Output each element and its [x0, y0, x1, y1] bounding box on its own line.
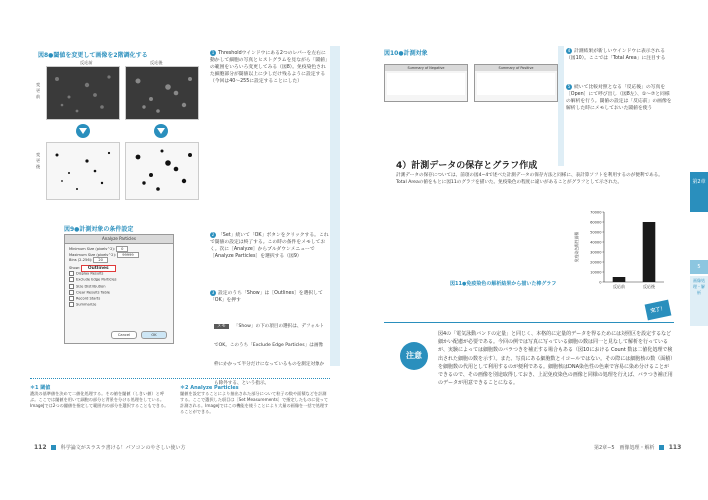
y-tick-label: 20000: [590, 260, 602, 265]
checkbox-icon[interactable]: [69, 296, 74, 301]
step-5-text: 続いて比較対照となる「反応後」の写真を［Open］にて呼び出し（図8左）、①〜⑦と同様の解析を行う。閾値の設定は「反応前」の画像を解析した時にメモしておいた閾値を使う: [566, 85, 672, 111]
step-3-text: 設定のうち「Show」は［Outlines］を選択して「OK」を押す: [210, 291, 323, 303]
blue-gutter: [558, 46, 564, 166]
note-2-title: ＊2 Analyze Particles: [180, 385, 239, 391]
step-1-text: Thresholdウインドウにある2つのレバーを左右に動かして細胞の写真とヒストグラムを見ながら「閾値」の範囲をいろいろ変更してみる（図8）。免疫染色された細胞部分が閾値以上に少しだけ残るように設定する（今回は40〜255に設定することにした）: [210, 51, 330, 84]
note-2-text: 閾値を設定することにより抽出された部分について粒子の数や面積などを計測する。ここで選択した項目は［Set Measurements］で指定したものに従って計測される。ImageJではこの機能を使うことにより大量の画像を一括で処理することができる。: [180, 391, 329, 414]
cells-texture: [47, 67, 119, 119]
bar-chart: [572, 206, 668, 296]
memo-text: 「Show」の下の項目の選択は、デフォルトでOK。このうち「Exclude Edge Particles」は画像枠にかかって半分だけになっているものを測定対象から除外する、という指示。: [214, 324, 325, 386]
cancel-button[interactable]: Cancel: [111, 331, 137, 339]
micrograph-after: [125, 66, 199, 120]
results-table: [387, 73, 465, 95]
section-body: 計測データの保存については、前項の図4−4で述べた計測データの保存方法と同様に、表計算ソフトを利用するのが便利である。Total Areaの値をもとに図11のグラフを描いた。免疫染色の程度に違いがあることがグラフとして示された。: [396, 173, 663, 186]
checkbox-icon[interactable]: [69, 302, 74, 307]
y-tick-label: 10000: [590, 270, 602, 275]
step-5: [566, 84, 674, 112]
step-4: [566, 48, 674, 62]
y-tick-label: 60000: [590, 220, 602, 225]
binary-before: [46, 142, 120, 200]
fig9-caption: 図9●計測対象の条件設定: [64, 226, 134, 233]
note-1-text: 濃淡の基準値を決めて二値化処理する。その値を閾値（しきい値）と呼ぶ。ここでは閾値を用いて細胞の部分と背景を分ける処理をしている。ImageJでは2つの閾値を指定して範囲内の部分を選択することもできる。: [30, 391, 169, 408]
step-2-text: 「Set」続いて「OK」ボタンをクリックする。これで閾値の設定は終了する。この時の条件をメモしておく。次に［Analyze］からプルダウンメニューで［Analyze Particles］を選択する（図9）: [210, 233, 329, 259]
blue-gutter: [330, 46, 340, 366]
footer-text: 科学論文がスラスラ書ける！パソコンのやさしい使い方: [60, 445, 186, 451]
summary-window-negative: [384, 64, 468, 102]
bar: [613, 277, 626, 282]
show-select[interactable]: Outlines: [81, 265, 116, 272]
window-title: Summary of Negative: [385, 65, 467, 71]
memo-box: [214, 312, 326, 388]
bins-input[interactable]: 20: [93, 257, 108, 263]
left-footer: [34, 444, 185, 451]
field-row: [69, 258, 169, 264]
results-table: [477, 73, 555, 95]
fig8-caption: 図8●閾値を変更して画像を2階調化する: [38, 52, 148, 59]
summary-window-positive: [474, 64, 558, 102]
side-tab-chapter: [690, 172, 708, 212]
y-tick-label: 70000: [590, 210, 602, 215]
step-1: [210, 50, 330, 85]
y-tick-label: 50000: [590, 230, 602, 235]
analyze-particles-dialog: [64, 234, 174, 344]
note-1-title: ＊1 閾値: [30, 385, 51, 391]
max-size-input[interactable]: 99999: [117, 252, 138, 258]
cells-texture: [126, 67, 198, 119]
checkbox-label: Record Starts: [76, 296, 101, 301]
footer-square-icon: [51, 445, 56, 450]
page-number: 113: [668, 444, 682, 451]
step-number-icon: 3: [211, 290, 215, 295]
footer-text: 第2章−5 画像処理・解析: [594, 445, 655, 451]
checkbox-label: Size Distribution: [76, 284, 106, 289]
done-badge: 完了！: [645, 300, 672, 321]
step-number-icon: 1: [211, 50, 215, 55]
binary-after: [125, 142, 199, 200]
chart-svg: [572, 206, 668, 296]
step-4-text: 計測結果が新しいウインドウに表示される（図10）。ここでは「Total Area」に注目する: [566, 49, 666, 61]
y-tick-label: 40000: [590, 240, 602, 245]
fig11-caption: 図11●免疫染色の解析結果から描いた棒グラフ: [450, 281, 557, 287]
binary-spots: [47, 143, 119, 199]
y-tick-label: 30000: [590, 250, 602, 255]
y-tick-label: 0: [599, 280, 602, 285]
checkbox-label: Clear Results Table: [76, 290, 110, 295]
checkbox-icon[interactable]: [69, 290, 74, 295]
checkbox-label: Summarize: [76, 302, 97, 307]
page-number: 112: [34, 444, 47, 451]
field-label: Maximum Size (pixels^2):: [69, 252, 117, 257]
checkbox-icon[interactable]: [69, 284, 74, 289]
checkbox-label: Exclude Edge Particles: [76, 277, 117, 282]
caution-text: 図4の「電気泳動バンドの定量」と同じく、本格的に定量的データを得るためには対照区を設定するなど細かい配慮が必要である。今回の例では写真に写っている細胞の数は同一と見なして解析を行っているが、実験によっては細胞数のバラつきを補正する場合もある（図10における Count 数は二値化処理で検出された細胞の数を示す）。また、写真にある細胞数とイコールではない。その際には細胞核の数（面積）を細胞数の代用として利用するのが便利である。細胞核はDNA染色性の色素で容易に染め分けることができるので、その画像を別途取得しておき、上記免疫染色の画像と同様の処理を行えば、バラつき補正用のデータが用意できることになる。: [438, 331, 673, 387]
window-title: Summary of Positive: [475, 65, 557, 71]
step-number-icon: 5: [567, 84, 571, 89]
divider: [30, 378, 330, 380]
checkbox-icon[interactable]: [69, 277, 74, 282]
row-bottom-label: 変更後: [36, 152, 41, 169]
y-axis-label: 免疫染色陽性面積: [574, 231, 579, 263]
field-label: Minimum Size (pixels^2):: [69, 247, 116, 251]
checkbox-label: Display Results: [76, 271, 104, 276]
down-arrow-icon: [76, 124, 90, 138]
right-footer: [594, 444, 681, 451]
dialog-title: Analyze Particles: [65, 235, 173, 244]
footer-square-icon: [659, 445, 664, 450]
min-size-input[interactable]: 0: [116, 246, 128, 252]
checkbox-item[interactable]: [69, 302, 169, 308]
step-number-icon: 4: [567, 48, 571, 53]
show-label: Show:: [69, 265, 80, 270]
bar: [643, 222, 656, 282]
divider: [384, 322, 674, 323]
ok-button[interactable]: OK: [141, 331, 167, 339]
fig10-caption: 図10●計測対象: [384, 50, 428, 57]
step-number-icon: 2: [211, 232, 215, 237]
step-3: [210, 290, 330, 304]
field-label: Bins (2-256):: [69, 258, 93, 263]
x-tick-label: 反応後: [643, 284, 655, 289]
chapter-label: 第2章: [692, 179, 706, 185]
side-tab-number: 5: [690, 260, 708, 274]
side-tab-section: 画像処理・解析: [690, 276, 708, 326]
memo-badge: メモ: [214, 324, 229, 329]
row-top-label: 変更前: [36, 82, 41, 99]
note-2: [180, 384, 330, 415]
down-arrow-icon: [154, 124, 168, 138]
step-2: [210, 232, 330, 260]
micrograph-before: [46, 66, 120, 120]
caution-icon: 注意: [400, 342, 428, 370]
checkbox-icon[interactable]: [69, 271, 74, 276]
after-label: 反応後: [150, 60, 163, 65]
note-1: [30, 384, 170, 409]
binary-spots: [126, 143, 198, 199]
before-label: 反応前: [80, 60, 93, 65]
section-title: 4）計測データの保存とグラフ作成: [396, 161, 538, 171]
x-tick-label: 反応前: [613, 284, 625, 289]
